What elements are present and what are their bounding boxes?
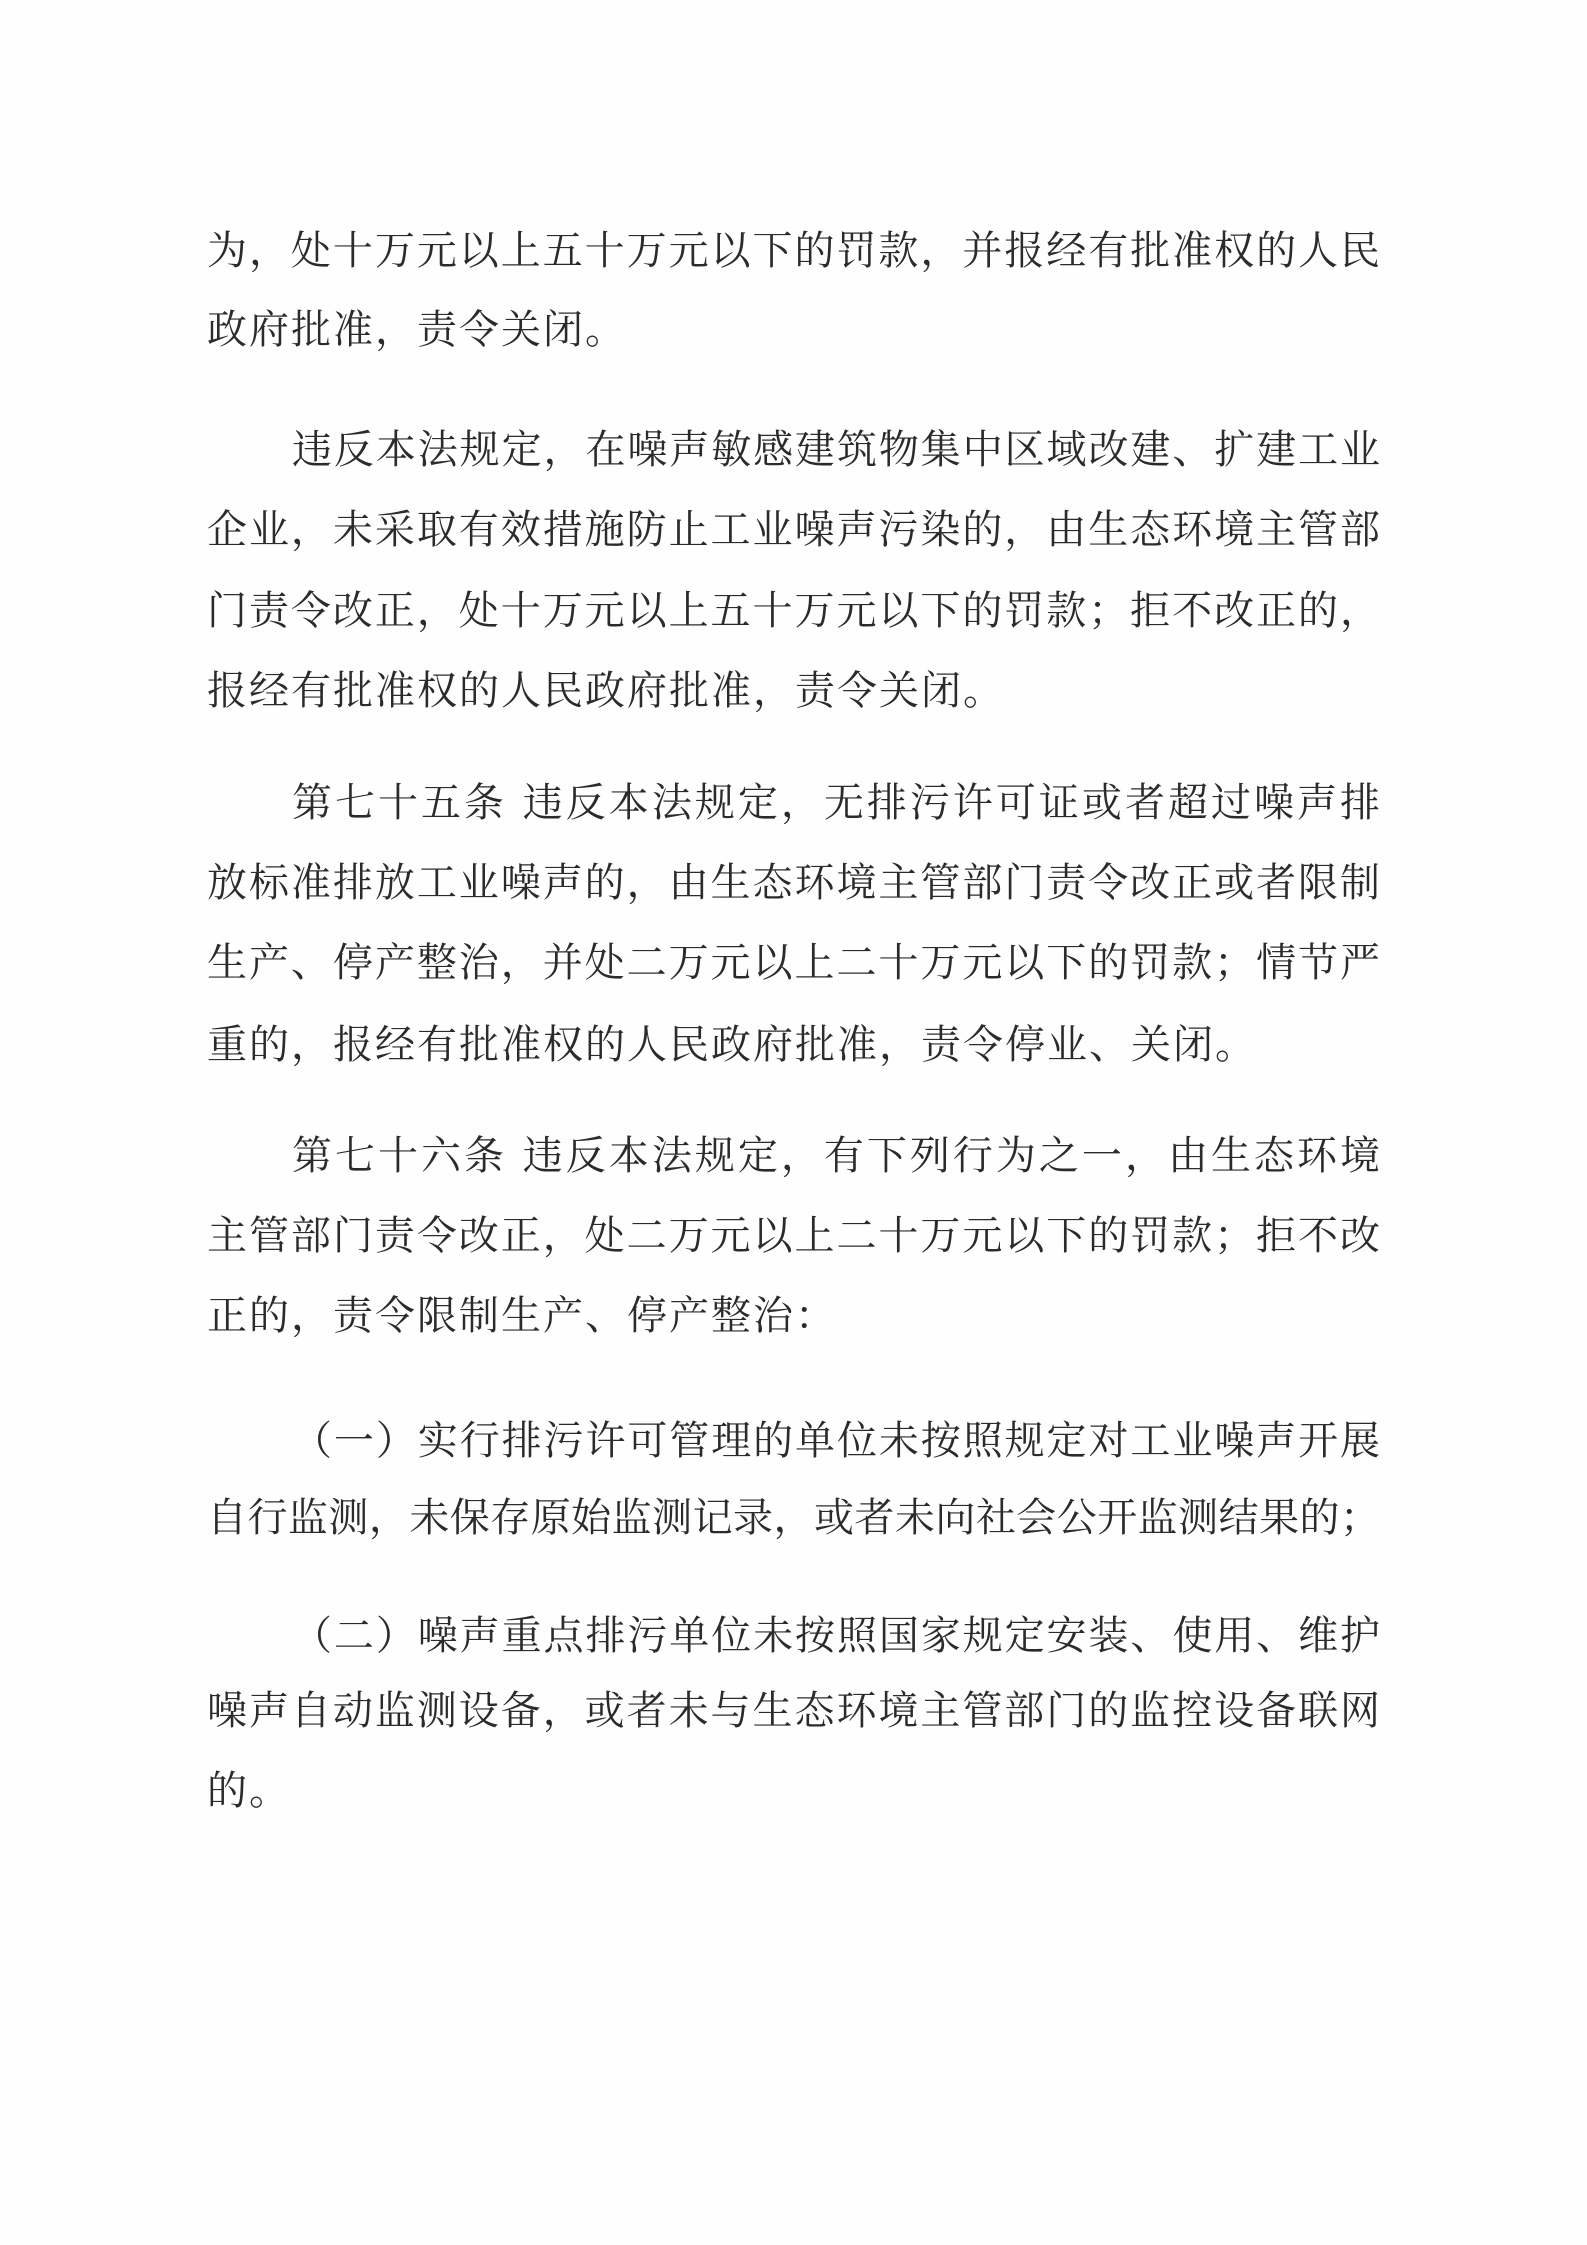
- article-75-first-line: 第七十五条 违反本法规定，无排污许可证或者超过噪声排: [292, 780, 1380, 826]
- paragraph-line: 重的，报经有批准权的人民政府批准，责令停业、关闭。: [207, 1022, 1257, 1068]
- paragraph-line: 企业，未采取有效措施防止工业噪声污染的，由生态环境主管部: [207, 507, 1380, 553]
- paragraph-line: 为，处十万元以上五十万元以下的罚款，并报经有批准权的人民: [207, 228, 1380, 274]
- paragraph-line: 自行监测，未保存原始监测记录，或者未向社会公开监测结果的；: [207, 1495, 1380, 1541]
- paragraph-line: 正的，责令限制生产、停产整治：: [207, 1293, 837, 1339]
- paragraph-line: 报经有批准权的人民政府批准，责令关闭。: [207, 668, 1005, 714]
- paragraph-line: 的。: [207, 1768, 291, 1814]
- list-item-2-first-line: （二）噪声重点排污单位未按照国家规定安装、使用、维护: [292, 1613, 1380, 1659]
- paragraph-line: 噪声自动监测设备，或者未与生态环境主管部门的监控设备联网: [207, 1688, 1380, 1734]
- list-item-1-first-line: （一）实行排污许可管理的单位未按照规定对工业噪声开展: [292, 1418, 1380, 1464]
- paragraph-line: 门责令改正，处十万元以上五十万元以下的罚款；拒不改正的，: [207, 588, 1380, 634]
- paragraph-line: 放标准排放工业噪声的，由生态环境主管部门责令改正或者限制: [207, 860, 1380, 906]
- paragraph-line: 生产、停产整治，并处二万元以上二十万元以下的罚款；情节严: [207, 940, 1380, 986]
- paragraph-line: 政府批准，责令关闭。: [207, 307, 627, 353]
- paragraph-line: 主管部门责令改正，处二万元以上二十万元以下的罚款；拒不改: [207, 1213, 1380, 1259]
- paragraph-first-line: 违反本法规定，在噪声敏感建筑物集中区域改建、扩建工业: [292, 427, 1380, 473]
- article-76-first-line: 第七十六条 违反本法规定，有下列行为之一，由生态环境: [292, 1133, 1380, 1179]
